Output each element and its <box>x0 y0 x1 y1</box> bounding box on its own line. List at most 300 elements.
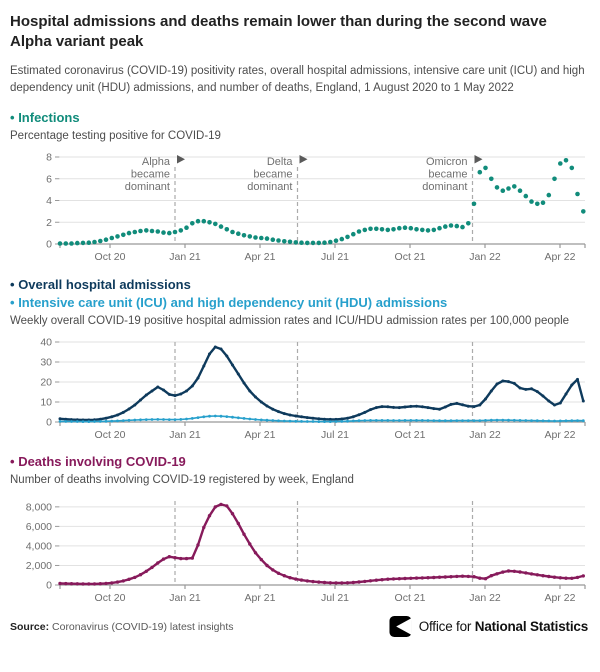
data-point <box>409 419 412 422</box>
data-point <box>59 418 62 421</box>
data-point <box>322 241 327 246</box>
data-point <box>392 577 395 580</box>
data-point <box>185 390 188 393</box>
data-point <box>484 398 487 401</box>
data-point <box>219 225 224 230</box>
data-point <box>81 241 86 246</box>
data-point <box>547 400 550 403</box>
data-point <box>305 241 310 246</box>
data-point <box>357 229 362 234</box>
y-tick-label: 0 <box>46 238 52 251</box>
data-point <box>277 420 280 423</box>
data-point <box>197 416 200 419</box>
data-point <box>98 239 103 244</box>
data-point <box>243 382 246 385</box>
data-point <box>266 419 269 422</box>
data-point <box>489 177 494 182</box>
data-point <box>340 420 343 423</box>
data-point <box>403 577 406 580</box>
data-point <box>363 411 366 414</box>
data-point <box>294 240 299 245</box>
data-point <box>519 387 522 390</box>
data-point <box>421 406 424 409</box>
data-point <box>529 200 534 205</box>
data-point <box>409 226 414 231</box>
data-point <box>496 419 499 422</box>
data-point <box>299 241 304 246</box>
data-point <box>398 419 401 422</box>
data-point <box>490 419 493 422</box>
data-point <box>271 419 274 422</box>
variant-annotation: Delta <box>266 156 293 169</box>
data-point <box>317 241 322 246</box>
data-point <box>398 406 401 409</box>
data-point <box>536 573 539 576</box>
series-bullet: • <box>10 295 15 311</box>
data-point <box>496 383 499 386</box>
data-point <box>208 353 211 356</box>
chart-svg <box>10 332 590 444</box>
data-point <box>288 576 291 579</box>
data-point <box>225 504 228 507</box>
data-point <box>427 419 430 422</box>
chart-caption-admissions: Weekly overall COVID-19 positive hospital admission rates and ICU/HDU admission rates per 100,000 people <box>10 315 570 328</box>
data-point <box>541 574 544 577</box>
data-point <box>237 373 240 376</box>
data-point <box>225 355 228 358</box>
data-point <box>323 581 326 584</box>
data-point <box>311 580 314 583</box>
data-point <box>484 577 487 580</box>
data-point <box>438 576 441 579</box>
data-point <box>162 558 165 561</box>
data-point <box>283 412 286 415</box>
chart-svg <box>10 147 590 267</box>
data-point <box>110 236 115 241</box>
data-point <box>59 420 62 423</box>
data-point <box>478 419 481 422</box>
y-tick-label: 20 <box>40 376 52 389</box>
data-point <box>265 237 270 242</box>
data-point <box>547 420 550 423</box>
data-point <box>345 235 350 240</box>
data-point <box>202 526 205 529</box>
data-point <box>524 194 529 199</box>
data-point <box>329 420 332 423</box>
data-point <box>386 578 389 581</box>
data-point <box>513 419 516 422</box>
series-heading-deaths <box>10 453 590 471</box>
data-point <box>547 193 552 198</box>
data-point <box>455 224 460 229</box>
data-point <box>507 380 510 383</box>
data-point <box>110 581 113 584</box>
data-point <box>260 558 263 561</box>
data-point <box>495 572 498 575</box>
data-point <box>450 403 453 406</box>
data-point <box>386 228 391 233</box>
data-point <box>202 416 205 419</box>
data-point <box>426 228 431 233</box>
data-point <box>443 225 448 230</box>
data-point <box>467 419 470 422</box>
data-point <box>444 576 447 579</box>
data-point <box>173 230 178 235</box>
data-point <box>207 220 212 225</box>
y-tick-label: 4 <box>46 195 52 208</box>
data-point <box>381 419 384 422</box>
data-point <box>535 202 540 207</box>
data-point <box>501 189 506 194</box>
data-point <box>575 192 580 197</box>
y-tick-label: 10 <box>40 396 52 409</box>
data-point <box>513 570 516 573</box>
data-point <box>139 419 142 422</box>
data-point <box>168 555 171 558</box>
data-point <box>87 241 92 246</box>
data-point <box>576 419 579 422</box>
data-point <box>99 582 102 585</box>
data-point <box>151 390 154 393</box>
data-point <box>524 419 527 422</box>
data-point <box>242 233 247 238</box>
data-point <box>237 417 240 420</box>
data-point <box>518 189 523 194</box>
data-point <box>455 402 458 405</box>
series-heading-label: Infections <box>18 110 80 126</box>
data-point <box>404 419 407 422</box>
data-point <box>484 419 487 422</box>
x-tick-label: Jan 22 <box>469 429 501 442</box>
data-point <box>375 406 378 409</box>
y-tick-label: 2 <box>46 217 52 229</box>
data-point <box>559 420 562 423</box>
data-point <box>346 420 349 423</box>
data-point <box>472 202 477 207</box>
data-point <box>254 418 257 421</box>
x-tick-label: Jul 21 <box>320 251 350 264</box>
data-point <box>122 419 125 422</box>
data-point <box>352 420 355 423</box>
data-point <box>467 405 470 408</box>
data-point <box>121 233 126 238</box>
data-point <box>541 201 546 206</box>
data-point <box>530 572 533 575</box>
data-point <box>242 533 245 536</box>
data-point <box>277 410 280 413</box>
data-point <box>507 419 510 422</box>
data-point <box>380 227 385 232</box>
data-point <box>512 184 517 189</box>
series-line <box>60 505 583 585</box>
data-point <box>564 577 567 580</box>
data-point <box>547 575 550 578</box>
y-tick-label: 8,000 <box>25 501 52 514</box>
data-point <box>282 239 287 244</box>
data-point <box>306 579 309 582</box>
data-point <box>582 574 585 577</box>
data-point <box>105 420 108 423</box>
data-point <box>375 419 378 422</box>
data-point <box>243 417 246 420</box>
data-point <box>490 390 493 393</box>
data-point <box>530 419 533 422</box>
data-point <box>260 419 263 422</box>
data-point <box>518 571 521 574</box>
data-point <box>466 221 471 226</box>
data-point <box>501 380 504 383</box>
data-point <box>340 581 343 584</box>
data-point <box>214 505 217 508</box>
data-point <box>346 581 349 584</box>
data-point <box>501 571 504 574</box>
data-point <box>184 226 189 231</box>
chart-section-deaths <box>10 453 590 605</box>
data-point <box>191 385 194 388</box>
data-point <box>530 388 533 391</box>
data-point <box>300 420 303 423</box>
data-point <box>156 229 161 234</box>
data-point <box>363 419 366 422</box>
data-point <box>122 579 125 582</box>
data-point <box>64 582 67 585</box>
deaths-chart <box>10 491 590 605</box>
data-point <box>473 419 476 422</box>
y-tick-label: 6,000 <box>25 521 52 534</box>
x-tick-label: Jan 21 <box>169 251 201 264</box>
data-point <box>276 238 281 243</box>
x-tick-label: Apr 22 <box>544 592 576 605</box>
data-point <box>415 419 418 422</box>
data-point <box>237 522 240 525</box>
data-point <box>289 414 292 417</box>
x-tick-label: Apr 21 <box>244 251 276 264</box>
data-point <box>363 580 366 583</box>
y-tick-label: 8 <box>46 151 52 164</box>
data-point <box>582 400 585 403</box>
page-title: Hospital admissions and deaths remain lower than during the second wave Alpha variant peak <box>10 13 547 50</box>
data-point <box>254 551 257 554</box>
data-point <box>553 576 556 579</box>
data-point <box>179 418 182 421</box>
data-point <box>444 406 447 409</box>
x-tick-label: Jan 22 <box>469 251 501 264</box>
x-tick-label: Apr 22 <box>544 251 576 264</box>
data-point <box>93 582 96 585</box>
data-point <box>64 241 69 246</box>
data-point <box>92 240 97 245</box>
data-point <box>449 575 452 578</box>
data-point <box>558 161 563 166</box>
data-point <box>397 226 402 231</box>
data-point <box>139 399 142 402</box>
data-point <box>70 582 73 585</box>
data-point <box>248 418 251 421</box>
data-point <box>173 556 176 559</box>
data-point <box>381 405 384 408</box>
data-point <box>145 418 148 421</box>
data-point <box>104 582 107 585</box>
chart-svg <box>10 491 590 605</box>
data-point <box>179 228 184 233</box>
data-point <box>133 576 136 579</box>
data-point <box>266 405 269 408</box>
data-point <box>386 406 389 409</box>
data-point <box>58 582 61 585</box>
x-tick-label: Oct 21 <box>394 592 426 605</box>
data-point <box>191 557 194 560</box>
series-heading-overall-admissions <box>10 276 590 294</box>
series-heading-label: Intensive care unit (ICU) and high dependency unit (HDU) admissions <box>18 295 448 311</box>
data-point <box>75 241 80 246</box>
data-point <box>374 227 379 232</box>
data-point <box>404 406 407 409</box>
data-point <box>323 420 326 423</box>
data-point <box>346 417 349 420</box>
data-point <box>369 579 372 582</box>
data-point <box>76 420 79 423</box>
data-point <box>461 575 464 578</box>
data-point <box>421 419 424 422</box>
x-tick-label: Jan 21 <box>169 429 201 442</box>
x-tick-label: Apr 21 <box>244 429 276 442</box>
data-point <box>225 415 228 418</box>
variant-annotation: became <box>428 168 468 181</box>
data-point <box>335 420 338 423</box>
data-point <box>231 364 234 367</box>
data-point <box>174 394 177 397</box>
data-point <box>197 377 200 380</box>
ons-logo <box>389 615 588 638</box>
data-point <box>271 408 274 411</box>
data-point <box>334 239 339 244</box>
data-point <box>179 393 182 396</box>
data-point <box>220 348 223 351</box>
data-point <box>259 236 264 241</box>
data-point <box>392 419 395 422</box>
data-point <box>317 418 320 421</box>
data-point <box>565 393 568 396</box>
data-point <box>358 414 361 417</box>
data-point <box>168 418 171 421</box>
data-point <box>167 231 172 236</box>
data-point <box>185 418 188 421</box>
data-point <box>576 576 579 579</box>
data-point <box>196 544 199 547</box>
data-point <box>156 562 159 565</box>
chart-section-infections <box>10 109 590 267</box>
data-point <box>478 170 483 175</box>
data-point <box>449 223 454 228</box>
data-point <box>311 241 316 246</box>
data-point <box>254 396 257 399</box>
data-point <box>191 417 194 420</box>
x-tick-label: Oct 20 <box>94 592 126 605</box>
series-bullet: • <box>10 454 15 470</box>
data-point <box>421 576 424 579</box>
data-point <box>414 227 419 232</box>
data-point <box>144 228 149 233</box>
flag-icon <box>300 155 308 164</box>
data-point <box>300 416 303 419</box>
data-point <box>294 415 297 418</box>
data-point <box>455 419 458 422</box>
data-point <box>231 512 234 515</box>
data-point <box>513 382 516 385</box>
data-point <box>116 581 119 584</box>
data-point <box>501 419 504 422</box>
variant-annotation: dominant <box>124 181 170 194</box>
data-point <box>553 420 556 423</box>
x-tick-label: Jan 21 <box>169 592 201 605</box>
data-point <box>368 227 373 232</box>
source-line <box>10 621 234 633</box>
series-heading-infections <box>10 109 590 127</box>
y-tick-label: 40 <box>40 336 52 349</box>
data-point <box>115 234 120 239</box>
data-point <box>559 402 562 405</box>
data-point <box>219 503 222 506</box>
data-point <box>352 581 355 584</box>
data-point <box>122 411 125 414</box>
data-point <box>581 209 586 214</box>
x-tick-label: Oct 21 <box>394 251 426 264</box>
data-point <box>542 395 545 398</box>
variant-annotation: dominant <box>247 181 293 194</box>
variant-annotation: dominant <box>422 181 468 194</box>
data-point <box>312 420 315 423</box>
data-point <box>248 390 251 393</box>
data-point <box>214 346 217 349</box>
data-point <box>174 418 177 421</box>
data-point <box>208 514 211 517</box>
data-point <box>426 576 429 579</box>
data-point <box>156 386 159 389</box>
data-point <box>432 407 435 410</box>
data-point <box>357 581 360 584</box>
data-point <box>438 408 441 411</box>
data-point <box>570 577 573 580</box>
data-point <box>162 389 165 392</box>
series-heading-label: Deaths involving COVID-19 <box>18 454 186 470</box>
data-point <box>138 229 143 234</box>
data-point <box>473 405 476 408</box>
data-point <box>415 577 418 580</box>
data-point <box>432 419 435 422</box>
variant-annotation: Omicron <box>425 156 468 169</box>
data-point <box>70 420 73 423</box>
y-tick-label: 30 <box>40 356 52 369</box>
data-point <box>82 420 85 423</box>
data-point <box>552 177 557 182</box>
data-point <box>444 420 447 423</box>
data-point <box>110 416 113 419</box>
data-point <box>283 420 286 423</box>
data-point <box>81 582 84 585</box>
infections-chart <box>10 147 590 267</box>
data-point <box>128 408 131 411</box>
data-point <box>260 401 263 404</box>
data-point <box>536 390 539 393</box>
data-point <box>432 228 437 233</box>
data-point <box>375 579 378 582</box>
chart-section-admissions <box>10 276 590 444</box>
variant-annotation: became <box>130 168 170 181</box>
data-point <box>506 186 511 191</box>
data-point <box>483 166 488 171</box>
data-point <box>151 418 154 421</box>
series-heading-icu-hdu-admissions <box>10 294 590 312</box>
